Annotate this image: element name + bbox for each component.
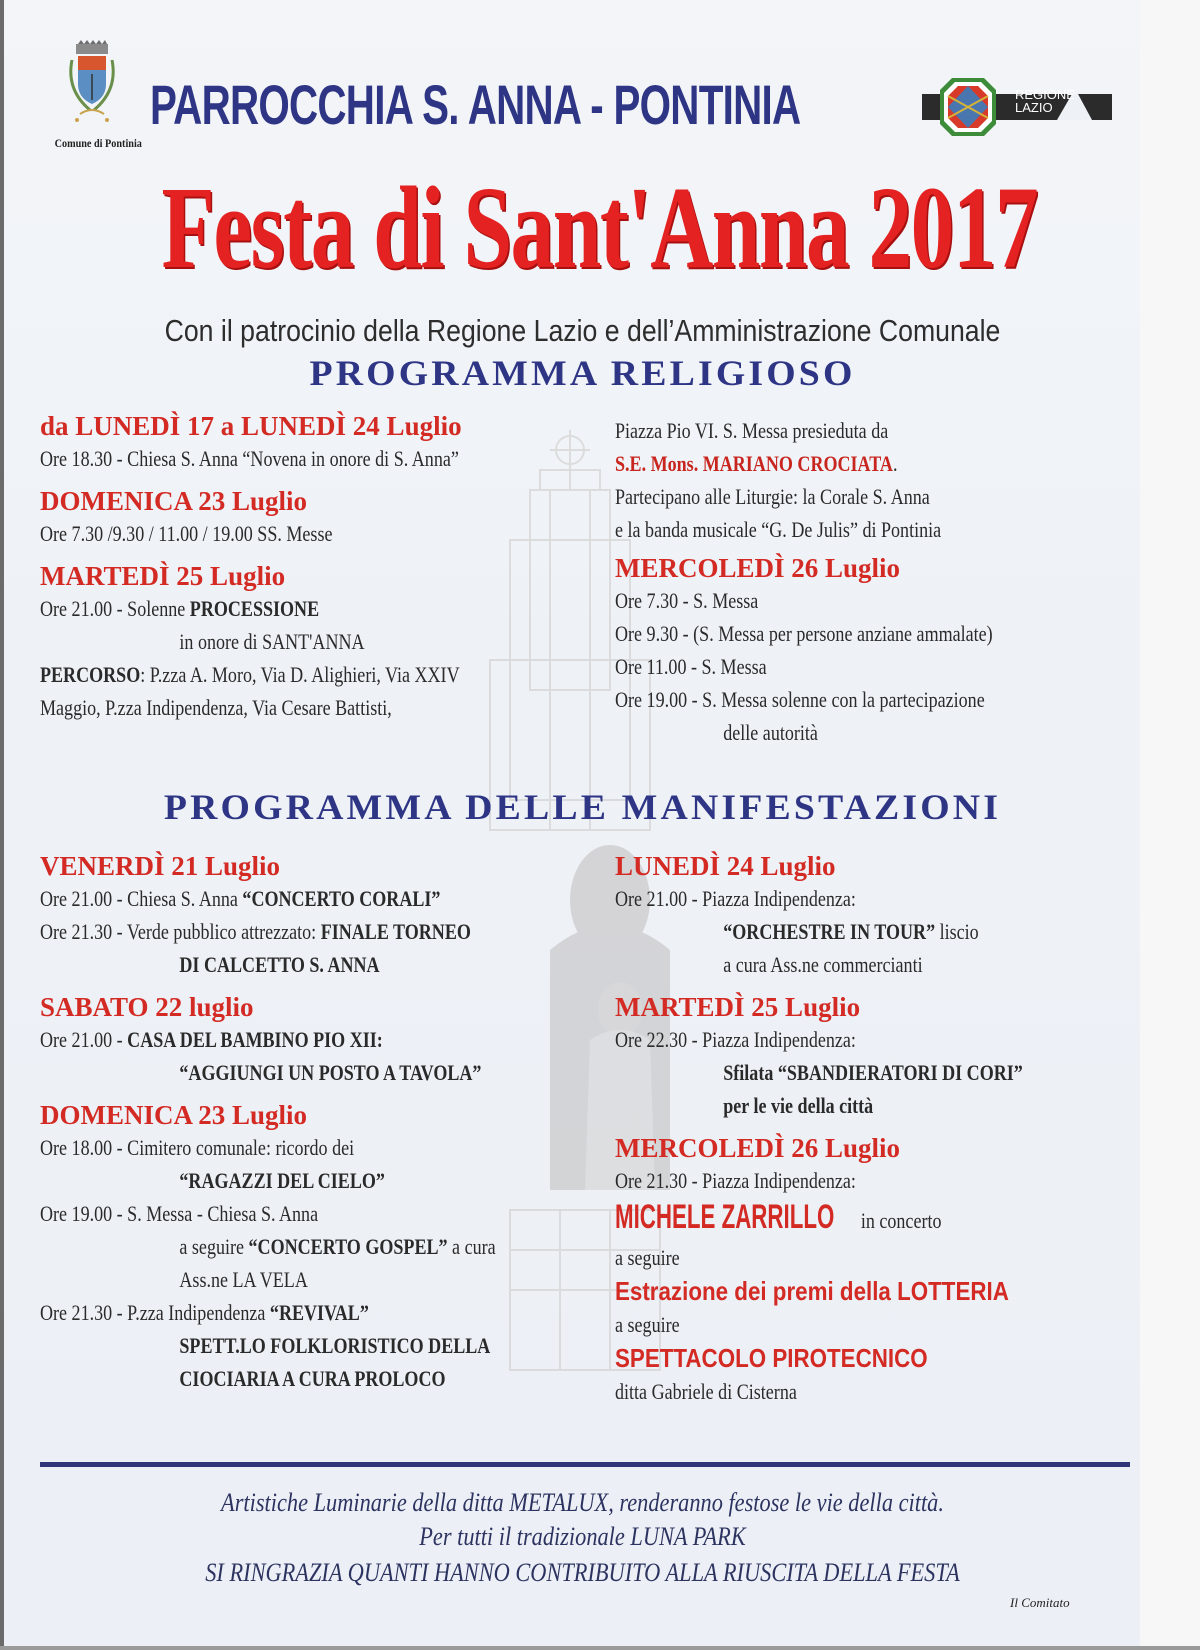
- footer-divider: [40, 1462, 1130, 1467]
- event-highlight: “ORCHESTRE IN TOUR”: [723, 919, 936, 944]
- scan-edge-bottom: [0, 1646, 1200, 1650]
- manifestazioni-left-column: [40, 850, 600, 1395]
- lazio-line1: REGIONE: [1015, 87, 1075, 102]
- event-line: Piazza Pio VI. S. Messa presieduta da: [615, 418, 889, 443]
- day-heading: DOMENICA 23 Luglio: [40, 486, 308, 516]
- event-line: Ore 21.30 - Piazza Indipendenza:: [615, 1168, 856, 1193]
- event-line: [40, 882, 499, 915]
- event-line: [40, 592, 499, 625]
- event-text: Sfilata: [723, 1060, 778, 1085]
- route-line: Maggio, P.zza Indipendenza, Via Cesare Battisti,: [40, 695, 392, 720]
- event-line: Ore 19.00 - S. Messa solenne con la partecipazione: [615, 687, 985, 712]
- footer-luna-park: Per tutti il tradizionale LUNA PARK: [419, 1522, 746, 1551]
- event-text: Ore 21.00 -: [40, 1027, 128, 1052]
- event-line: Ore 18.00 - Cimitero comunale: ricordo dei: [40, 1135, 355, 1160]
- day-heading: MERCOLEDÌ 26 Luglio: [615, 553, 901, 583]
- event-line: [40, 948, 499, 981]
- comune-crest: [48, 40, 142, 151]
- event-highlight: DI CALCETTO S. ANNA: [179, 952, 380, 977]
- event-highlight: CIOCIARIA A CURA PROLOCO: [179, 1366, 446, 1391]
- event-line: Ore 19.00 - S. Messa - Chiesa S. Anna: [40, 1201, 319, 1226]
- heading-programma-manifestazioni: PROGRAMMA DELLE MANIFESTAZIONI: [163, 787, 1002, 827]
- event-line: [40, 1230, 499, 1263]
- event-highlight: per le vie della città: [723, 1093, 874, 1118]
- signature-comitato: Il Comitato: [1010, 1595, 1070, 1610]
- event-text: Ore 21.30 - Verde pubblico attrezzato:: [40, 919, 321, 944]
- event-highlight: “SBANDIERATORI DI CORI”: [777, 1060, 1023, 1085]
- event-line: [615, 1056, 1074, 1089]
- patronage-subtitle: Con il patrocinio della Regione Lazio e dell’Amministrazione Comunale: [164, 313, 1001, 348]
- event-line: in onore di SANT'ANNA: [179, 629, 365, 654]
- event-line: Ass.ne LA VELA: [179, 1267, 308, 1292]
- crest-caption: Comune di Pontinia: [54, 136, 142, 150]
- fireworks-line: SPETTACOLO PIROTECNICO: [615, 1343, 928, 1373]
- event-line: [40, 1023, 499, 1056]
- event-text: liscio: [935, 919, 979, 944]
- event-line: Ore 7.30 /9.30 / 11.00 / 19.00 SS. Messe: [40, 521, 333, 546]
- event-text: Ore 21.00 - Chiesa S. Anna: [40, 886, 243, 911]
- route-label: PERCORSO: [40, 662, 141, 687]
- event-line: Ore 11.00 - S. Messa: [615, 654, 767, 679]
- regione-lazio-label: [1015, 88, 1075, 114]
- day-heading: MARTEDÌ 25 Luglio: [615, 992, 861, 1022]
- day-heading: DOMENICA 23 Luglio: [40, 1100, 308, 1130]
- event-highlight: PROCESSIONE: [189, 596, 320, 621]
- event-line: [40, 915, 499, 948]
- event-text: in concerto: [856, 1208, 942, 1233]
- event-line: Ore 7.30 - S. Messa: [615, 588, 759, 613]
- event-highlight: “AGGIUNGI UN POSTO A TAVOLA”: [179, 1060, 482, 1085]
- event-line: [40, 1329, 499, 1362]
- event-line: Ore 22.30 - Piazza Indipendenza:: [615, 1027, 856, 1052]
- event-text: Ore 21.30 - P.zza Indipendenza: [40, 1300, 270, 1325]
- event-line: [615, 915, 1074, 948]
- event-line: Partecipano alle Liturgie: la Corale S. Anna: [615, 484, 930, 509]
- event-highlight: SPETT.LO FOLKLORISTICO DELLA: [179, 1333, 491, 1358]
- event-line: [615, 1089, 1074, 1122]
- festa-title: Festa di Sant'Anna 2017: [161, 162, 1038, 293]
- event-line: Ore 9.30 - (S. Messa per persone anziane ammalate): [615, 621, 993, 646]
- day-heading: SABATO 22 luglio: [40, 992, 254, 1022]
- footer-luminarie: Artistiche Luminarie della ditta METALUX, renderanno festose le vie della città.: [221, 1488, 944, 1517]
- day-heading: MERCOLEDÌ 26 Luglio: [615, 1133, 901, 1163]
- event-line: [40, 1056, 499, 1089]
- event-line: a seguire: [615, 1312, 680, 1337]
- headliner-artist: MICHELE ZARRILLO: [615, 1198, 835, 1236]
- day-heading: da LUNEDÌ 17 a LUNEDÌ 24 Luglio: [40, 411, 462, 441]
- event-line: [40, 1164, 499, 1197]
- footer-thanks: SI RINGRAZIA QUANTI HANNO CONTRIBUITO ALLA RIUSCITA DELLA FESTA: [205, 1558, 960, 1587]
- lottery-line: Estrazione dei premi della LOTTERIA: [615, 1276, 1009, 1306]
- route-text: : P.zza A. Moro, Via D. Alighieri, Via XXIV: [140, 662, 460, 687]
- event-line: [40, 1362, 499, 1395]
- heading-programma-religioso: PROGRAMMA RELIGIOSO: [309, 353, 856, 393]
- event-text: a seguire: [179, 1234, 249, 1259]
- headliner-line: [615, 1197, 1074, 1241]
- event-line: e la banda musicale “G. De Julis” di Pontinia: [615, 517, 942, 542]
- day-heading: LUNEDÌ 24 Luglio: [615, 851, 836, 881]
- event-highlight: “CONCERTO CORALI”: [242, 886, 441, 911]
- parish-title: PARROCCHIA S. ANNA - PONTINIA: [150, 73, 801, 136]
- event-line: Ore 18.30 - Chiesa S. Anna “Novena in onore di S. Anna”: [40, 446, 459, 471]
- religioso-left-column: [40, 410, 600, 724]
- event-highlight: CASA DEL BAMBINO PIO XII:: [127, 1027, 383, 1052]
- celebrant-name: S.E. Mons. MARIANO CROCIATA: [615, 451, 893, 476]
- celebrant-line: [615, 447, 1074, 480]
- event-line: a seguire: [615, 1245, 680, 1270]
- route-line: [40, 658, 499, 691]
- day-heading: MARTEDÌ 25 Luglio: [40, 561, 286, 591]
- lazio-line2: LAZIO: [1015, 100, 1053, 115]
- event-line: delle autorità: [723, 720, 818, 745]
- manifestazioni-right-column: [615, 850, 1175, 1408]
- event-highlight: “REVIVAL”: [269, 1300, 369, 1325]
- event-highlight: FINALE TORNEO: [320, 919, 471, 944]
- day-heading: VENERDÌ 21 Luglio: [40, 851, 281, 881]
- event-text: a cura: [447, 1234, 496, 1259]
- event-time: Ore 21.00 - Solenne: [40, 596, 190, 621]
- event-highlight: “RAGAZZI DEL CIELO”: [179, 1168, 385, 1193]
- punctuation: .: [892, 451, 898, 476]
- event-line: ditta Gabriele di Cisterna: [615, 1379, 797, 1404]
- event-line: Ore 21.00 - Piazza Indipendenza:: [615, 886, 856, 911]
- religioso-right-column: [615, 414, 1175, 749]
- event-line: [40, 1296, 499, 1329]
- event-line: a cura Ass.ne commercianti: [723, 952, 923, 977]
- event-highlight: “CONCERTO GOSPEL”: [248, 1234, 448, 1259]
- coat-of-arms-icon: [62, 40, 122, 130]
